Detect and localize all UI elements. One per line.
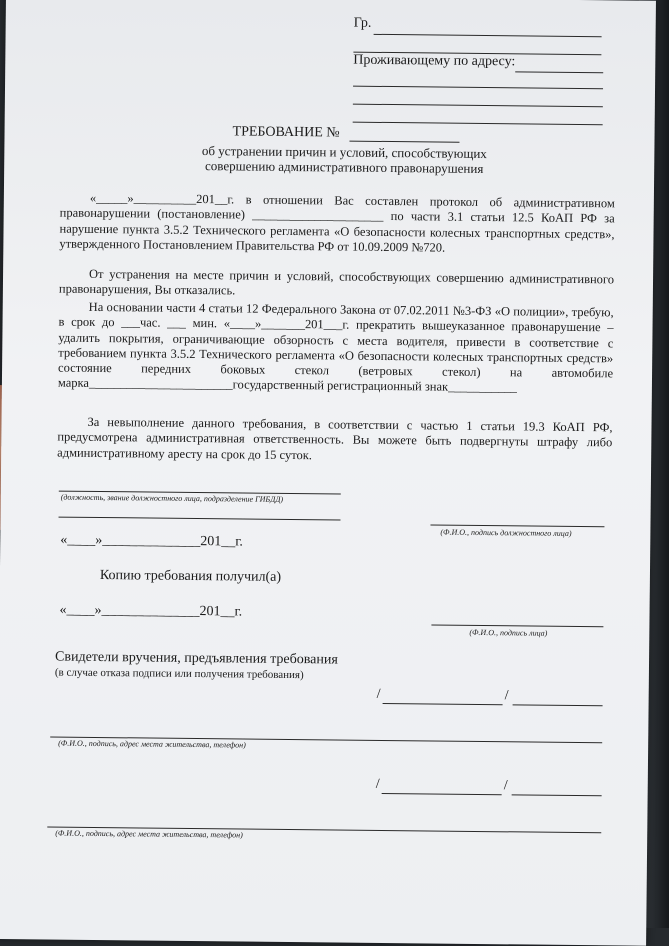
- officer-caption: (должность, звание должностного лица, подразделение ГИБДД): [60, 492, 284, 504]
- person-fio-caption: (Ф.И.О., подпись лица): [469, 627, 548, 638]
- recipient-label: Гр.: [353, 15, 372, 31]
- doc-subtitle-1: об устранении причин и условий, способствующих: [201, 143, 487, 162]
- address-line-1: [515, 71, 603, 73]
- witness2-slash-left: /: [375, 776, 380, 792]
- witness2-slash-right: /: [503, 778, 508, 794]
- date-issued: «____»______________201__г.: [60, 532, 244, 550]
- paragraph-refusal: От устранения на месте причин и условий, способствующих совершению административного правонарушения, Вы отказались.: [58, 266, 615, 298]
- witness1-name-line: [513, 704, 603, 706]
- paragraph-protocol: «_____»__________201__г. в отношении Вас составлен протокол об административном правонарушении (постановление) _____________________ по части 3.1 статьи 12.5 КоАП РФ за нарушение пункта 3.5.2 Технического регламента «О безопасности колесных транспортных средств», утвержденного Постановлением Правительства РФ от 10.09.2009 №720.: [59, 190, 615, 255]
- witnesses-note: (в случае отказа подписи или получения требования): [54, 666, 304, 682]
- address-line-4: [353, 122, 603, 126]
- witness1-sign-line: [383, 703, 503, 705]
- witness1-slash-right: /: [504, 688, 509, 704]
- doc-number-line: [349, 141, 459, 143]
- person-signature-line: [431, 624, 603, 627]
- witness2-sign-line: [382, 793, 502, 795]
- witness2-caption: (Ф.И.О., подпись, адрес места жительства, телефон): [55, 828, 243, 840]
- date-received: «____»______________201__г.: [59, 602, 243, 620]
- officer-fio-caption: (Ф.И.О., подпись должностного лица): [440, 527, 572, 538]
- paragraph-demand: На основании части 4 статьи 12 Федерального Закона от 07.02.2011 №3-ФЗ «О полиции», требую, в срок до ___час. ___ мин. «____»_______201___г. прекратить вышеуказанное правонарушение – удалить покрытия, ограничивающие обзорность с места водителя, привести в соответствие с требованием пункта 3.5.2 Технического регламента «О безопасности колесных транспортных средств» состояние передних боковых стекол (ветровых стекол) на автомобиле марка_______________________государственный регистрационный знак___________: [57, 299, 614, 395]
- witness1-caption: (Ф.И.О., подпись, адрес места жительства, телефон): [58, 738, 246, 750]
- witness1-slash-left: /: [376, 686, 381, 702]
- address-line-3: [353, 104, 603, 108]
- officer-line-2: [59, 517, 341, 521]
- address-label: Проживающему по адресу:: [353, 52, 516, 70]
- copy-received-label: Копию требования получил(а): [99, 568, 282, 585]
- doc-subtitle-2: совершению административного правонарушения: [204, 158, 484, 177]
- witnesses-title: Свидетели вручения, предъявления требования: [54, 649, 338, 668]
- recipient-line: [374, 34, 602, 37]
- doc-title: ТРЕБОВАНИЕ №: [232, 124, 340, 141]
- witness2-name-line: [512, 794, 602, 796]
- address-line-2: [353, 86, 603, 90]
- paragraph-liability: За невыполнение данного требования, в соответствии с частью 1 статьи 19.3 КоАП РФ, предусмотрена административная ответственность. Вы можете быть подвергнуты штрафу либо административному аресту на срок до 15 суток.: [57, 414, 613, 462]
